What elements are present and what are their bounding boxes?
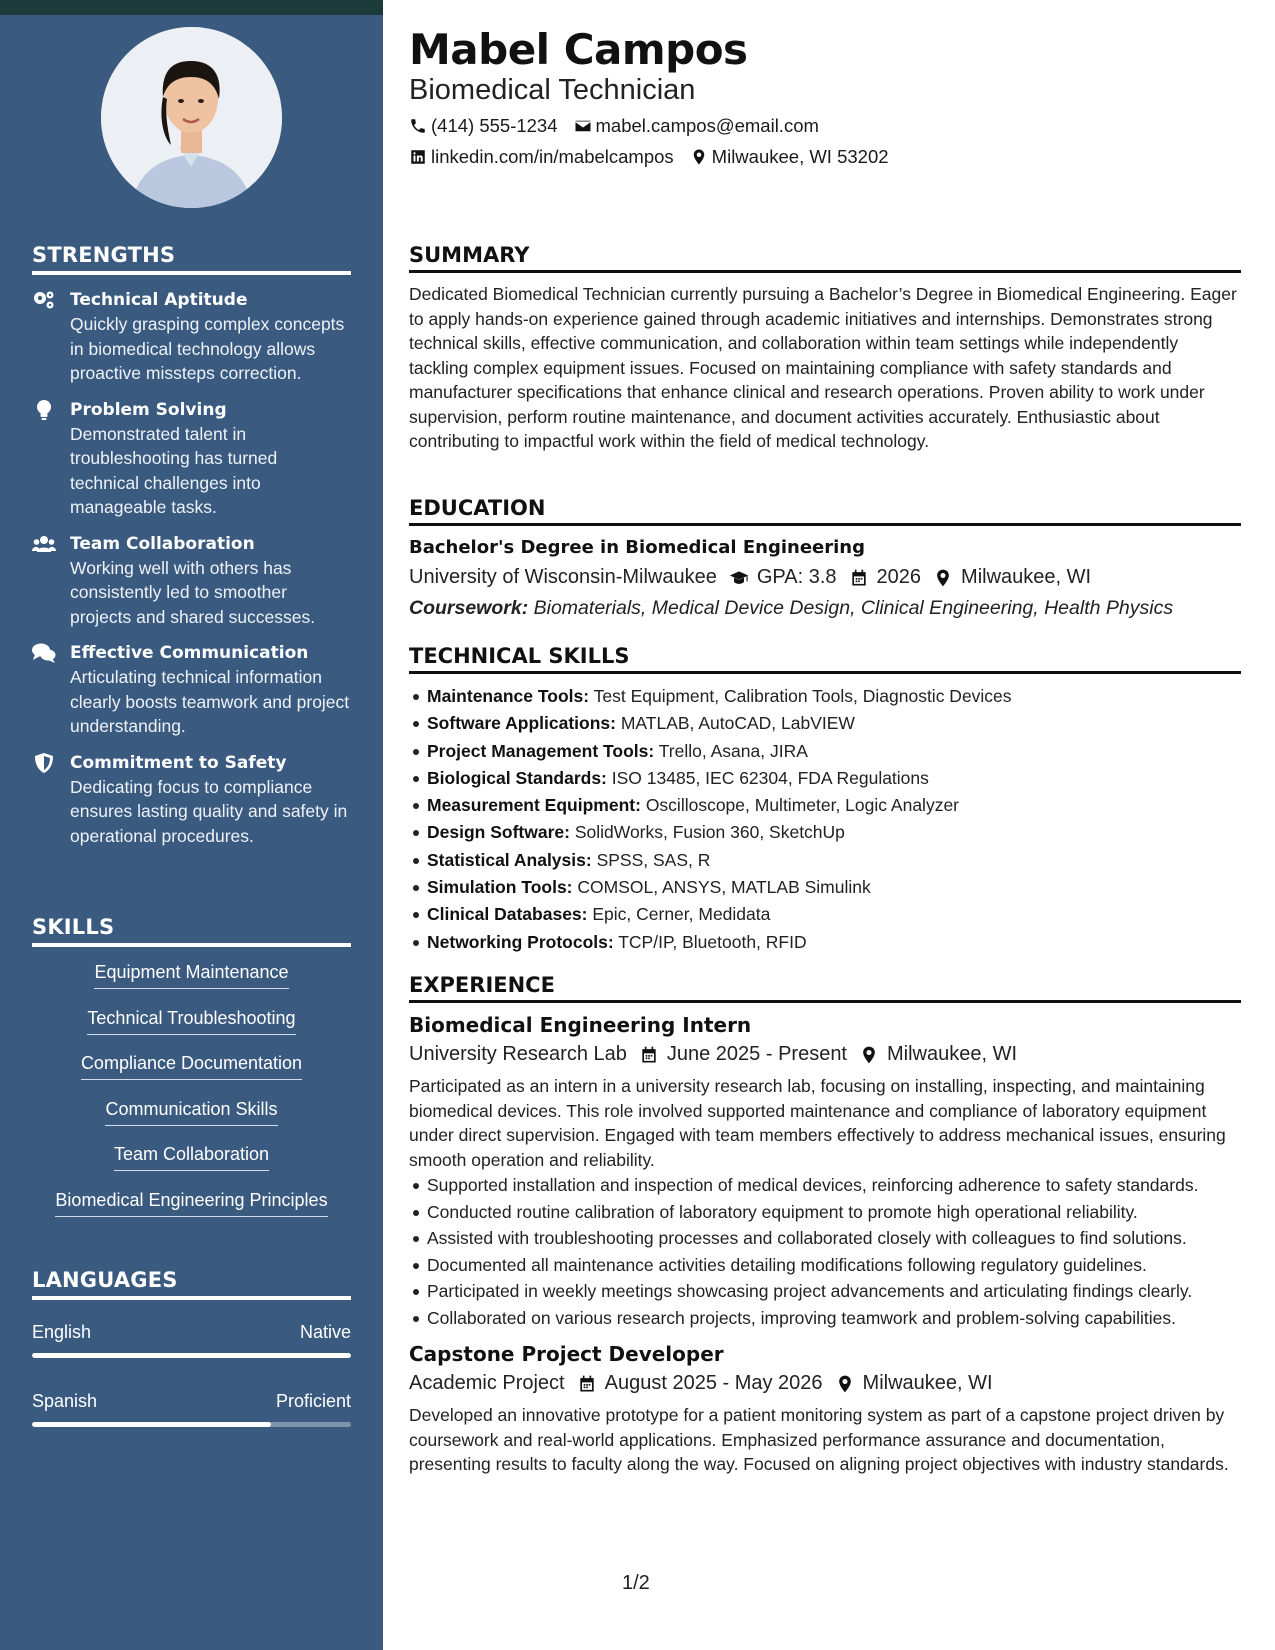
contact-row	[409, 115, 835, 137]
list-item: Statistical Analysis: SPSS, SAS, R	[409, 847, 1241, 874]
strength-title: Commitment to Safety	[70, 752, 287, 773]
list-item: Documented all maintenance activities detailing modifications following regulatory guidelines.	[409, 1253, 1241, 1278]
map-pin-icon	[835, 1374, 855, 1394]
list-item: Design Software: SolidWorks, Fusion 360, SketchUp	[409, 819, 1241, 846]
strength-item	[32, 641, 351, 739]
lightbulb-icon	[32, 398, 70, 520]
language-name: Spanish	[32, 1391, 98, 1411]
strength-desc: Articulating technical information clearly boosts teamwork and project understanding.	[70, 667, 350, 736]
list-item: Networking Protocols: TCP/IP, Bluetooth, RFID	[409, 929, 1241, 956]
envelope-icon	[574, 117, 592, 135]
skill-item: Equipment Maintenance	[32, 959, 351, 1005]
skill-item: Team Collaboration	[32, 1141, 351, 1187]
map-pin-icon	[690, 148, 708, 166]
graduation-cap-icon	[729, 568, 749, 588]
job-meta	[409, 1043, 1241, 1066]
technical-skills-heading: TECHNICAL SKILLS	[409, 644, 1241, 674]
list-item: Simulation Tools: COMSOL, ANSYS, MATLAB Simulink	[409, 874, 1241, 901]
skill-item: Technical Troubleshooting	[32, 1005, 351, 1051]
gpa-text: GPA: 3.8	[756, 566, 837, 588]
skills-heading: SKILLS	[32, 915, 351, 947]
sidebar	[0, 0, 383, 1650]
job-org: Academic Project	[409, 1372, 565, 1394]
job-bullets	[409, 1173, 1241, 1330]
shield-icon	[32, 751, 70, 849]
job-description: Participated as an intern in a university research lab, focusing on installing, inspecting, and maintaining biomedical devices. This role involved supported maintenance and compliance of laboratory equipment under direct supervision. Engaged with team members effectively to address mechanical issues, ensuring smooth operation and reliability.	[409, 1076, 1226, 1170]
school-name: University of Wisconsin-Milwaukee	[409, 566, 717, 588]
summary-text: Dedicated Biomedical Technician currently pursuing a Bachelor’s Degree in Biomedical Engineering. Eager to apply hands-on experience gained through academic initiatives and internships. Demonstrates strong technical skills, effective communication, and collaboration within team settings while independently tackling complex equipment issues. Focused on maintaining compliance with safety standards and manufacturer specifications that enhance clinical and research operations. Proven ability to work under supervision, perform routine maintenance, and document activities accurately. Enthusiastic about contributing to impactful work within the field of medical technology.	[409, 284, 1237, 451]
list-item: Assisted with troubleshooting processes and collaborated closely with colleagues to find solutions.	[409, 1226, 1241, 1251]
job-title: Capstone Project Developer	[409, 1342, 724, 1366]
job-location: Milwaukee, WI	[887, 1043, 1018, 1065]
sidebar-top-bar	[0, 0, 383, 15]
list-item: Participated in weekly meetings showcasing project advancements and articulating findings clearly.	[409, 1279, 1241, 1304]
page-number: 1/2	[622, 1572, 650, 1594]
list-item: Biological Standards: ISO 13485, IEC 62304, FDA Regulations	[409, 765, 1241, 792]
strength-desc: Working well with others has consistently led to smoother projects and shared successes.	[70, 557, 316, 627]
skill-item: Biomedical Engineering Principles	[32, 1187, 351, 1233]
job-dates: August 2025 - May 2026	[604, 1372, 823, 1394]
skill-item: Communication Skills	[32, 1096, 351, 1142]
coursework: Coursework: Biomaterials, Medical Device Design, Clinical Engineering, Health Physics	[409, 597, 1174, 619]
calendar-icon	[639, 1045, 659, 1065]
language-level-bar	[32, 1422, 351, 1427]
contact-row	[409, 146, 905, 168]
list-item: Supported installation and inspection of medical devices, reinforcing adherence to safety standards.	[409, 1173, 1241, 1198]
strength-item	[32, 288, 351, 386]
profile-photo	[101, 27, 282, 208]
calendar-icon	[849, 568, 869, 588]
candidate-name: Mabel Campos	[409, 25, 748, 74]
job-dates: June 2025 - Present	[666, 1043, 847, 1065]
strength-title: Team Collaboration	[70, 533, 255, 554]
list-item: Project Management Tools: Trello, Asana, JIRA	[409, 738, 1241, 765]
candidate-role: Biomedical Technician	[409, 74, 696, 106]
list-item: Measurement Equipment: Oscilloscope, Multimeter, Logic Analyzer	[409, 792, 1241, 819]
phone-text[interactable]: (414) 555-1234	[431, 115, 558, 136]
list-item: Clinical Databases: Epic, Cerner, Medidata	[409, 901, 1241, 928]
strength-desc: Dedicating focus to compliance ensures lasting quality and safety in operational procedures.	[70, 776, 348, 846]
list-item: Maintenance Tools: Test Equipment, Calibration Tools, Diagnostic Devices	[409, 683, 1241, 710]
summary-section	[409, 243, 1241, 454]
users-icon	[32, 532, 70, 630]
map-pin-icon	[933, 568, 953, 588]
language-level-bar	[32, 1353, 351, 1358]
job-location: Milwaukee, WI	[862, 1372, 993, 1394]
experience-section	[409, 973, 1241, 1477]
job-description: Developed an innovative prototype for a patient monitoring system as part of a capstone project driven by coursework and real-world applications. Emphasized performance assurance and documentation, presenting results to faculty along the way. Focused on aligning project objectives with industry standards.	[409, 1405, 1229, 1474]
technical-skills-list	[409, 683, 1241, 956]
graduation-year: 2026	[876, 566, 922, 588]
calendar-icon	[577, 1374, 597, 1394]
skills-section	[32, 915, 351, 1232]
skill-item: Compliance Documentation	[32, 1050, 351, 1096]
language-item	[32, 1320, 351, 1358]
degree-title: Bachelor's Degree in Biomedical Engineering	[409, 537, 865, 558]
education-section	[409, 496, 1241, 620]
job-title: Biomedical Engineering Intern	[409, 1013, 752, 1037]
strengths-section	[32, 243, 351, 848]
strength-item	[32, 398, 351, 520]
skill-list	[32, 959, 351, 1232]
education-meta	[409, 566, 1241, 589]
language-level: Native	[299, 1322, 351, 1342]
comments-icon	[32, 641, 70, 739]
languages-heading: LANGUAGES	[32, 1268, 351, 1300]
job-entry	[409, 1342, 1241, 1477]
list-item: Software Applications: MATLAB, AutoCAD, LabVIEW	[409, 710, 1241, 737]
location-text: Milwaukee, WI 53202	[711, 146, 889, 167]
email-link[interactable]: mabel.campos@email.com	[595, 115, 819, 136]
strength-item	[32, 751, 351, 849]
strength-title: Technical Aptitude	[70, 290, 248, 310]
experience-heading: EXPERIENCE	[409, 973, 1241, 1003]
list-item: Collaborated on various research projects, improving teamwork and problem-solving capabilities.	[409, 1306, 1241, 1331]
strength-desc: Quickly grasping complex concepts in biomedical technology allows proactive missteps correction.	[70, 314, 345, 383]
job-meta	[409, 1372, 1241, 1395]
linkedin-link[interactable]: linkedin.com/in/mabelcampos	[431, 146, 674, 167]
strength-item	[32, 532, 351, 630]
gears-icon	[32, 288, 70, 386]
strength-title: Effective Communication	[70, 643, 309, 663]
language-level: Proficient	[275, 1391, 351, 1411]
education-location: Milwaukee, WI	[961, 566, 1092, 588]
language-name: English	[32, 1322, 92, 1342]
language-item	[32, 1389, 351, 1427]
strength-desc: Demonstrated talent in troubleshooting has turned technical challenges into manageable tasks.	[70, 423, 278, 517]
job-org: University Research Lab	[409, 1043, 627, 1065]
phone-icon	[409, 117, 427, 135]
linkedin-icon	[409, 148, 427, 166]
map-pin-icon	[859, 1045, 879, 1065]
education-heading: EDUCATION	[409, 496, 1241, 526]
strength-title: Problem Solving	[70, 399, 227, 420]
job-entry	[409, 1013, 1241, 1330]
list-item: Conducted routine calibration of laboratory equipment to promote high operational reliability.	[409, 1200, 1241, 1225]
languages-section	[32, 1268, 351, 1427]
summary-heading: SUMMARY	[409, 243, 1241, 273]
strengths-heading: STRENGTHS	[32, 243, 351, 275]
technical-skills-section	[409, 644, 1241, 956]
